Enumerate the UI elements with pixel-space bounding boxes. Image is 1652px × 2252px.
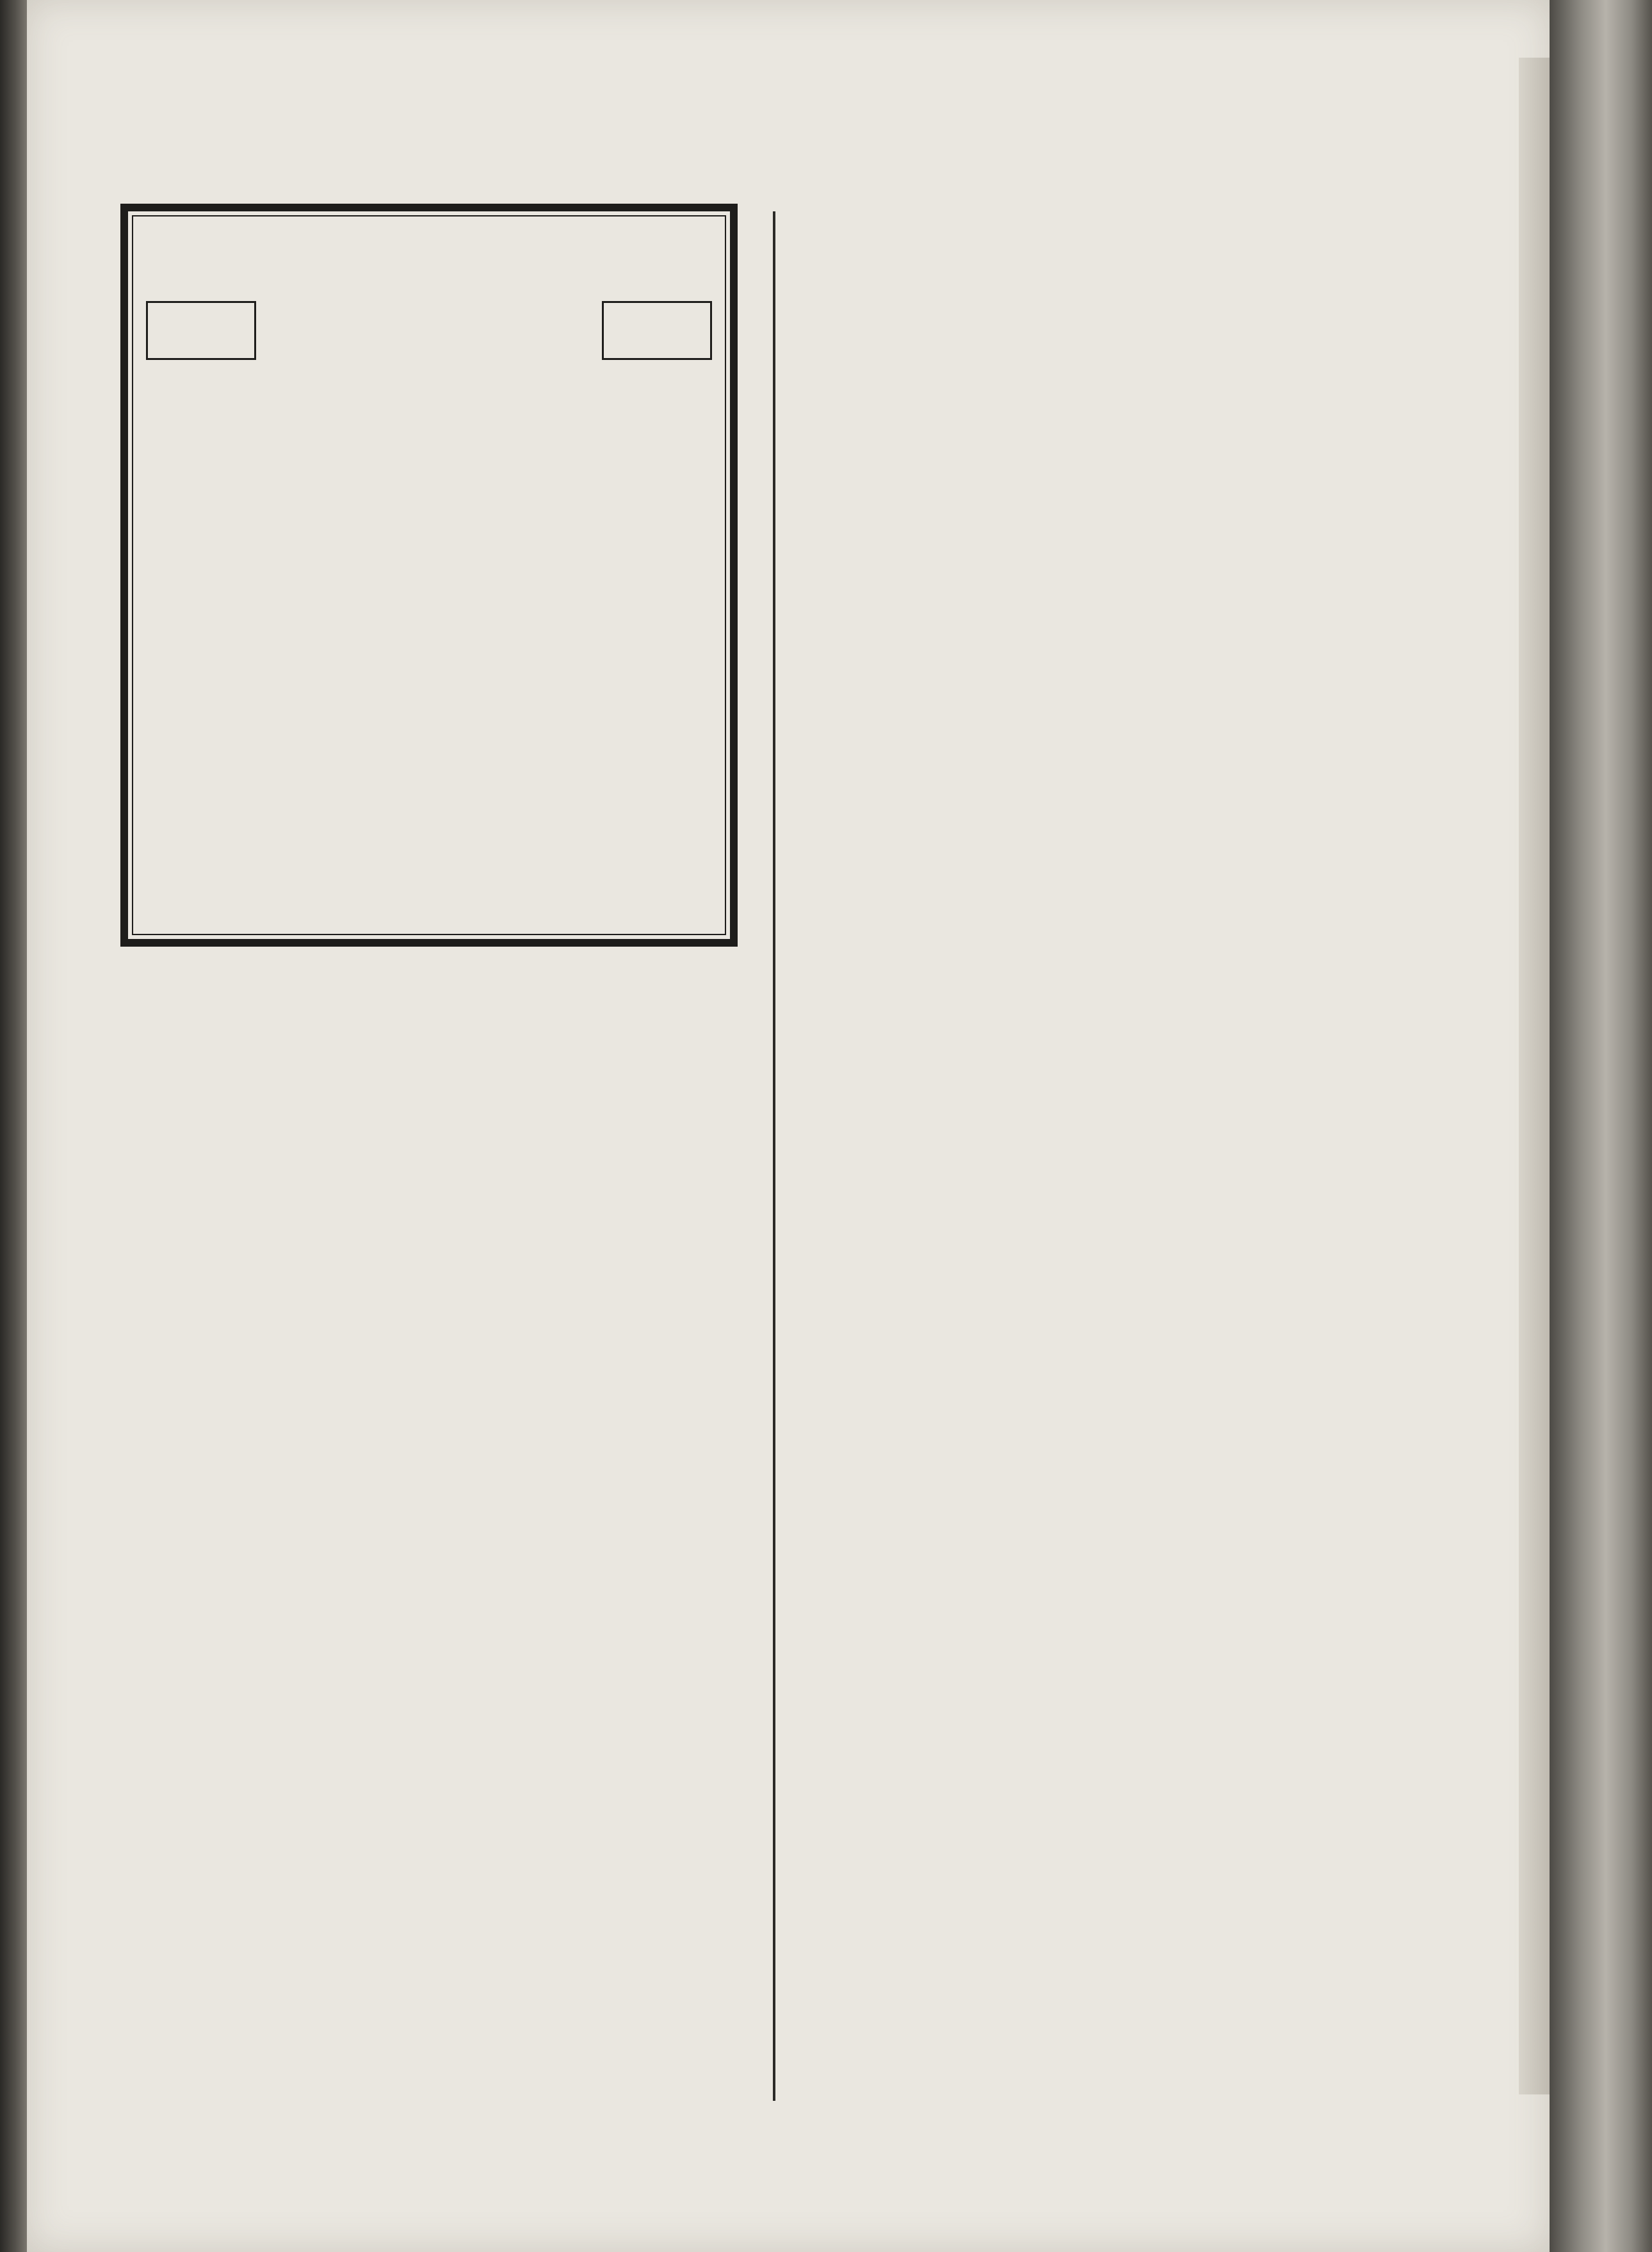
book-spine <box>1550 0 1652 2252</box>
column-separator <box>773 211 775 2101</box>
price-box-left <box>146 301 256 360</box>
left-page-edge <box>0 0 27 2252</box>
price-box-right <box>602 301 712 360</box>
binding-edge <box>1519 58 1550 2094</box>
